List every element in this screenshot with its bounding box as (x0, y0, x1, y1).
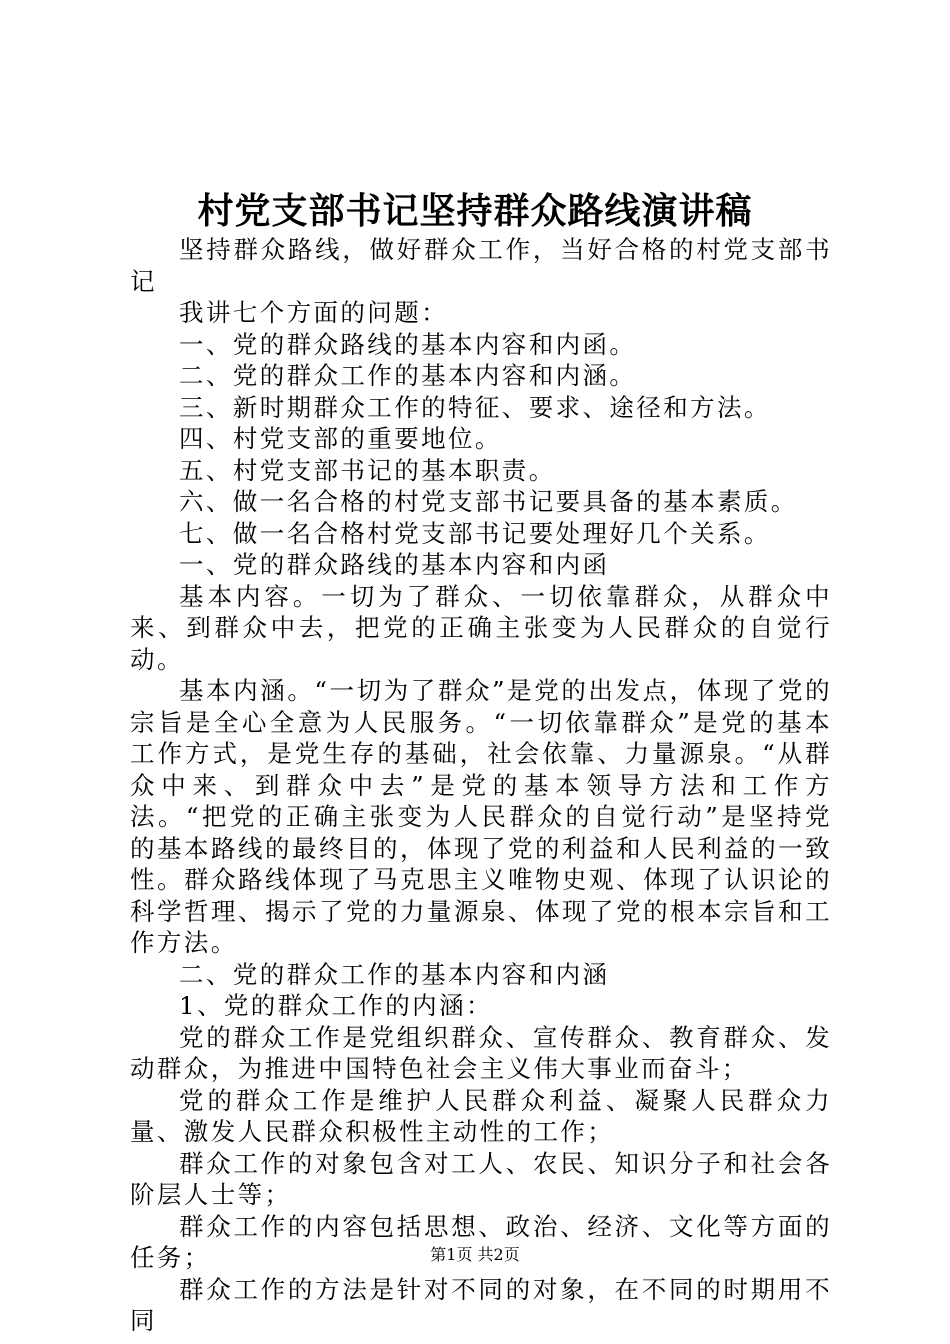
section-heading: 一、党的群众路线的基本内容和内函 (179, 550, 610, 579)
paragraph: 群众工作的内容包括思想、政治、经济、文化等方面的任务； (130, 1211, 832, 1272)
paragraph: 二、党的群众工作的基本内容和内涵。 (179, 361, 637, 390)
paragraph: 党的群众工作是党组织群众、宣传群众、教育群众、发动群众，为推进中国特色社会主义伟大事业而奋斗； (130, 1022, 832, 1083)
document-title: 村党支部书记坚持群众路线演讲稿 (197, 190, 753, 232)
paragraph: 群众工作的对象包含对工人、农民、知识分子和社会各阶层人士等； (130, 1148, 832, 1209)
paragraph: 党的群众工作是维护人民群众利益、凝聚人民群众力量、激发人民群众积极性主动性的工作； (130, 1085, 832, 1146)
subsection-heading: 1、党的群众工作的内涵： (179, 991, 493, 1020)
page-number-footer: 第1页 共2页 (430, 1245, 520, 1264)
paragraph: 基本内涵。“一切为了群众”是党的出发点，体现了党的宗旨是全心全意为人民服务。“一切依靠群众”是党的基本工作方式，是党生存的基础，社会依靠、力量源泉。“从群众中来、到群众中去”是党的基本领导方法和工作方法。“把党的正确主张变为人民群众的自觉行动”是坚持党的基本路线的最终目的，体现了党的利益和人民利益的一致性。群众路线体现了马克思主义唯物史观、体现了认识论的科学哲理、揭示了党的力量源泉、体现了党的根本宗旨和工作方法。 (130, 676, 832, 957)
paragraph: 五、村党支部书记的基本职责。 (179, 455, 556, 485)
paragraph: 坚持群众路线，做好群众工作，当好合格的村党支部书记 (130, 235, 832, 296)
section-heading: 二、党的群众工作的基本内容和内涵 (179, 959, 610, 989)
paragraph: 七、做一名合格村党支部书记要处理好几个关系。 (179, 518, 771, 548)
document-body (130, 234, 832, 1337)
paragraph: 四、村党支部的重要地位。 (179, 424, 502, 453)
paragraph: 一、党的群众路线的基本内容和内函。 (179, 329, 637, 359)
paragraph: 三、新时期群众工作的特征、要求、途径和方法。 (179, 392, 771, 422)
paragraph: 群众工作的方法是针对不同的对象，在不同的时期用不同 (130, 1274, 832, 1335)
paragraph: 六、做一名合格的村党支部书记要具备的基本素质。 (179, 487, 798, 516)
paragraph: 我讲七个方面的问题： (179, 298, 448, 327)
paragraph: 基本内容。一切为了群众、一切依靠群众，从群众中来、到群众中去，把党的正确主张变为人民群众的自觉行动。 (130, 581, 832, 674)
